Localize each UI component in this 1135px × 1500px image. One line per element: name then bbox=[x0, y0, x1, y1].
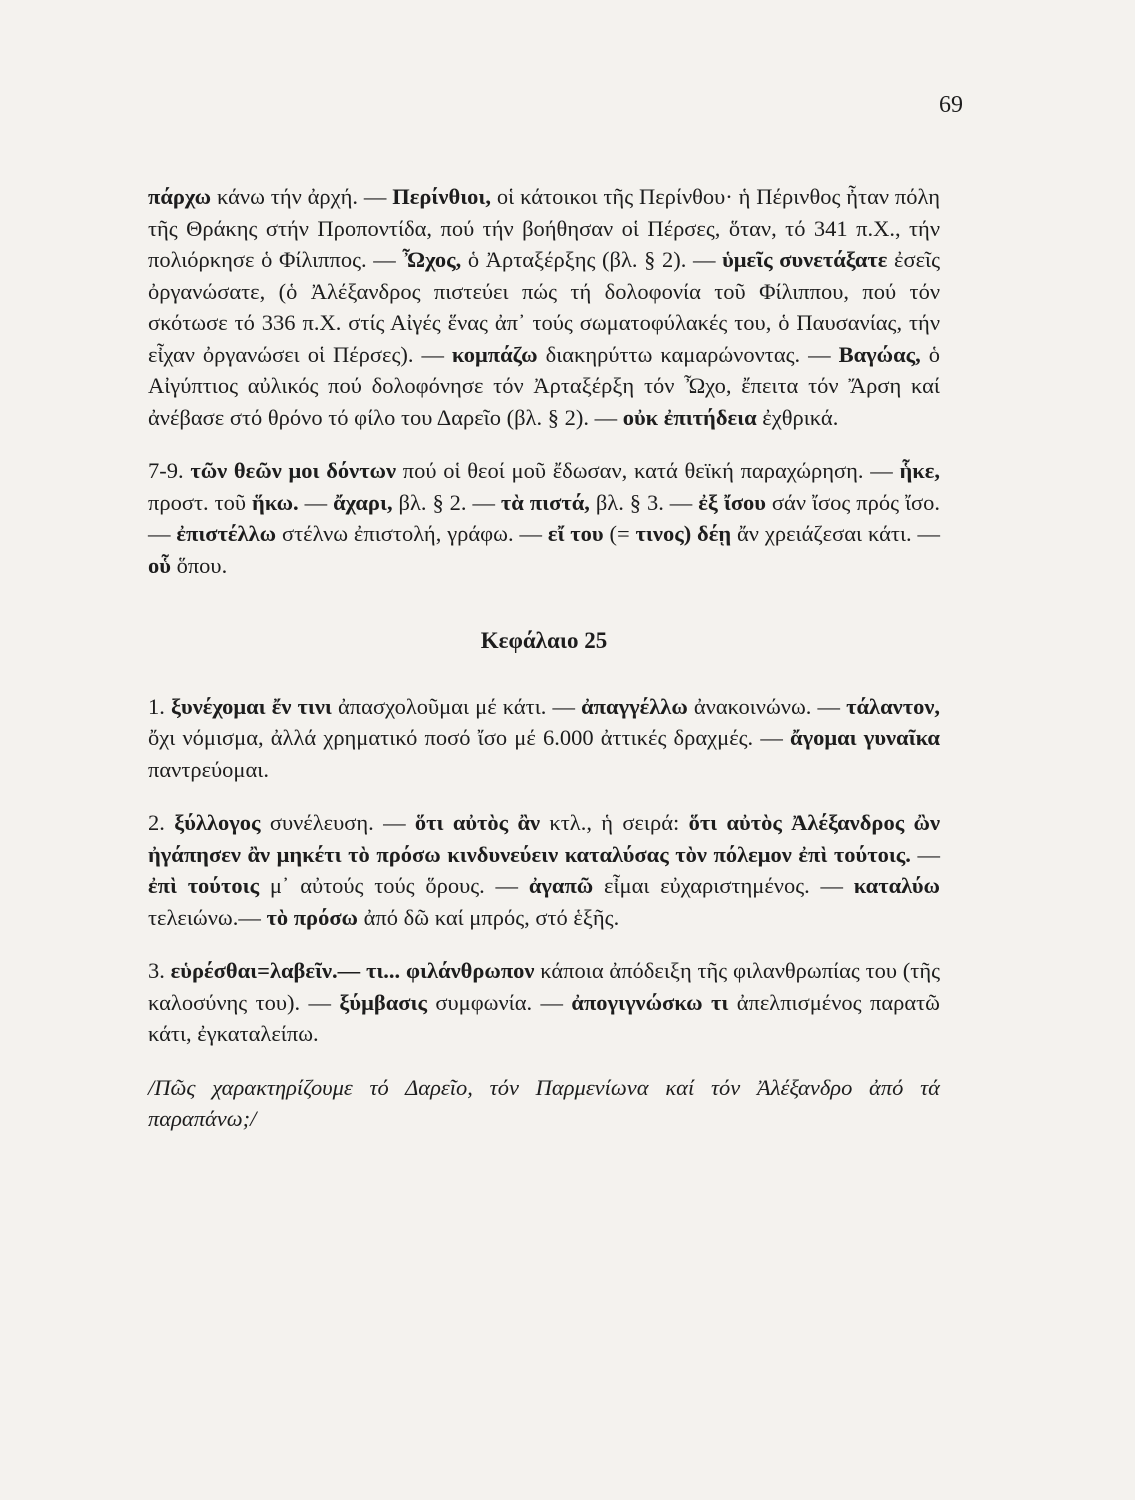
gloss-text: ἀπελπισμένος παρατῶ κάτι, ἐγκαταλείπω. bbox=[148, 989, 940, 1046]
lemma-term: τὰ πιστά, bbox=[500, 489, 590, 515]
gloss-text: σάν ἴσος πρός ἴσο. — bbox=[148, 489, 941, 546]
commentary-paragraph bbox=[148, 807, 940, 933]
lemma-term: ξυνέχομαι ἔν τινι bbox=[170, 693, 332, 719]
gloss-text: κτλ., ἡ σειρά: bbox=[540, 810, 689, 835]
lemma-term: ἧκε, bbox=[899, 458, 940, 483]
lemma-term: ἐξ ἴσου bbox=[698, 489, 766, 515]
lemma-term: εὑρέσθαι=λαβεῖν.— τι... φιλάνθρωπον bbox=[170, 958, 535, 983]
lemma-term: ἄγομαι γυναῖκα bbox=[790, 725, 940, 750]
lemma-term: Βαγώας, bbox=[838, 341, 921, 367]
lemma-term: πάρχω bbox=[148, 184, 212, 209]
lemma-term: ἀπαγγέλλω bbox=[581, 693, 688, 719]
lemma-term: ξύμβασις bbox=[339, 989, 427, 1015]
lemma-term: ξύλλογος bbox=[174, 810, 261, 835]
lemma-term: Περίνθιοι, bbox=[392, 184, 492, 209]
gloss-text: ἀνακοινώνω. — bbox=[687, 693, 847, 719]
gloss-text: προστ. τοῦ bbox=[148, 489, 252, 515]
gloss-text: ἄν χρειάζεσαι κάτι. — bbox=[731, 521, 940, 546]
gloss-text: βλ. § 2. — bbox=[392, 489, 501, 515]
lemma-term: ὑμεῖς συνετάξατε bbox=[722, 247, 888, 272]
gloss-text: πού οἱ θεοί μοῦ ἔδωσαν, κατά θεϊκή παραχώρηση. — bbox=[396, 458, 900, 483]
page-number: 69 bbox=[939, 92, 963, 118]
chapter-title: Κεφάλαιο 25 bbox=[480, 628, 608, 653]
study-question: /Πῶς χαρακτηρίζουμε τό Δαρεῖο, τόν Παρμενίωνα καί τόν Ἀλέξανδρο ἀπό τά παραπάνω;/ bbox=[148, 1074, 940, 1131]
commentary-paragraph bbox=[148, 955, 940, 1050]
gloss-text: — bbox=[298, 489, 334, 515]
lemma-term: εἴ του bbox=[547, 521, 604, 546]
gloss-text: 3. bbox=[148, 958, 171, 983]
gloss-text: ἀπό δῶ καί μπρός, στό ἑξῆς. bbox=[358, 904, 620, 930]
gloss-text: (= bbox=[603, 521, 636, 546]
lemma-term: τάλαντον, bbox=[846, 693, 940, 719]
gloss-text: — bbox=[910, 841, 940, 867]
commentary-body bbox=[148, 181, 940, 1135]
gloss-text: ὅπου. bbox=[170, 552, 228, 578]
lemma-term: κομπάζω bbox=[451, 341, 538, 367]
gloss-text: συμφωνία. — bbox=[426, 989, 572, 1015]
lemma-term: ἄχαρι, bbox=[333, 489, 393, 515]
lemma-term: Ὦχος, bbox=[402, 247, 462, 272]
commentary-paragraph bbox=[148, 691, 940, 786]
lemma-term: ἥκω. bbox=[251, 489, 299, 515]
gloss-text: 1. bbox=[148, 693, 171, 719]
lemma-term: τινος) δέῃ bbox=[635, 521, 732, 546]
gloss-text: 2. bbox=[148, 810, 175, 835]
gloss-text: ὁ Ἀρταξέρξης (βλ. § 2). — bbox=[461, 247, 723, 272]
gloss-text: ὄχι νόμισμα, ἀλλά χρηματικό ποσό ἴσο μέ 6.000 ἀττικές δραχμές. — bbox=[148, 725, 791, 750]
gloss-text: μ᾽ αὐτούς τούς ὅρους. — bbox=[259, 873, 529, 898]
gloss-text: παντρεύομαι. bbox=[148, 756, 269, 782]
lemma-term: καταλύω bbox=[853, 873, 940, 898]
gloss-text: ὁ Αἰγύπτιος αὐλικός πού δολοφόνησε τόν Ἀρταξέρξη τόν Ὦχο, ἔπειτα τόν Ἄρση καί ἀνέβασε στό θρόνο τό φίλο του Δαρεῖο (βλ. § 2). — bbox=[148, 341, 941, 430]
lemma-term: ὅτι αὐτὸς Ἀλέξανδρος ὢν ἠγάπησεν ἂν μηκέτι τὸ πρόσω κινδυνεύειν καταλύσας τὸν πόλεμον ἐπὶ τούτοις. bbox=[148, 810, 940, 867]
lemma-term: ἀγαπῶ bbox=[528, 873, 594, 898]
lemma-term: τῶν θεῶν μοι δόντων bbox=[190, 458, 397, 483]
lemma-term: ἐπὶ τούτοις bbox=[148, 873, 260, 898]
gloss-text: στέλνω ἐπιστολή, γράφω. — bbox=[276, 521, 548, 546]
gloss-text: ἐχθρικά. bbox=[756, 404, 839, 430]
gloss-text: τελειώνω.— bbox=[148, 904, 267, 930]
lemma-term: ὅτι αὐτὸς ἂν bbox=[414, 810, 541, 835]
gloss-text: κάνω τήν ἀρχή. — bbox=[211, 184, 393, 209]
gloss-text: συνέλευση. — bbox=[260, 810, 415, 835]
gloss-text: οἱ κάτοικοι τῆς Περίνθου· ἡ Πέρινθος ἦταν πόλη τῆς Θράκης στήν Προποντίδα, πού τήν βοήθησαν οἱ Πέρσες, ὅταν, τό 341 π.Χ., τήν πολιόρκησε ὁ Φίλιππος. — bbox=[148, 184, 940, 272]
commentary-paragraph bbox=[148, 455, 940, 581]
gloss-text: ἀπασχολοῦμαι μέ κάτι. — bbox=[331, 693, 582, 719]
lemma-term: ἀπογιγνώσκω τι bbox=[571, 989, 729, 1015]
gloss-text: 7-9. bbox=[148, 458, 191, 483]
lemma-term: τὸ πρόσω bbox=[266, 904, 359, 930]
lemma-term: οὗ bbox=[148, 552, 171, 578]
gloss-text: εἶμαι εὐχαριστημένος. — bbox=[593, 873, 854, 898]
commentary-paragraph bbox=[148, 181, 940, 433]
gloss-text: ἐσεῖς ὀργανώσατε, (ὁ Ἀλέξανδρος πιστεύει πώς τή δολοφονία τοῦ Φίλιππου, πού τόν σκότωσε τό 336 π.Χ. στίς Αἰγές ἕνας ἀπ᾽ τούς σωματοφύλακές του, ὁ Παυσανίας, τήν εἶχαν ὀργανώσει οἱ Πέρσες). — bbox=[148, 247, 940, 367]
lemma-term: ἐπιστέλλω bbox=[176, 521, 277, 546]
lemma-term: οὐκ ἐπιτήδεια bbox=[622, 404, 757, 430]
gloss-text: βλ. § 3. — bbox=[589, 489, 699, 515]
gloss-text: κάποια ἀπόδειξη τῆς φιλανθρωπίας του (τῆς καλοσύνης του). — bbox=[148, 958, 940, 1015]
gloss-text: διακηρύττω καμαρώνοντας. — bbox=[537, 341, 839, 367]
